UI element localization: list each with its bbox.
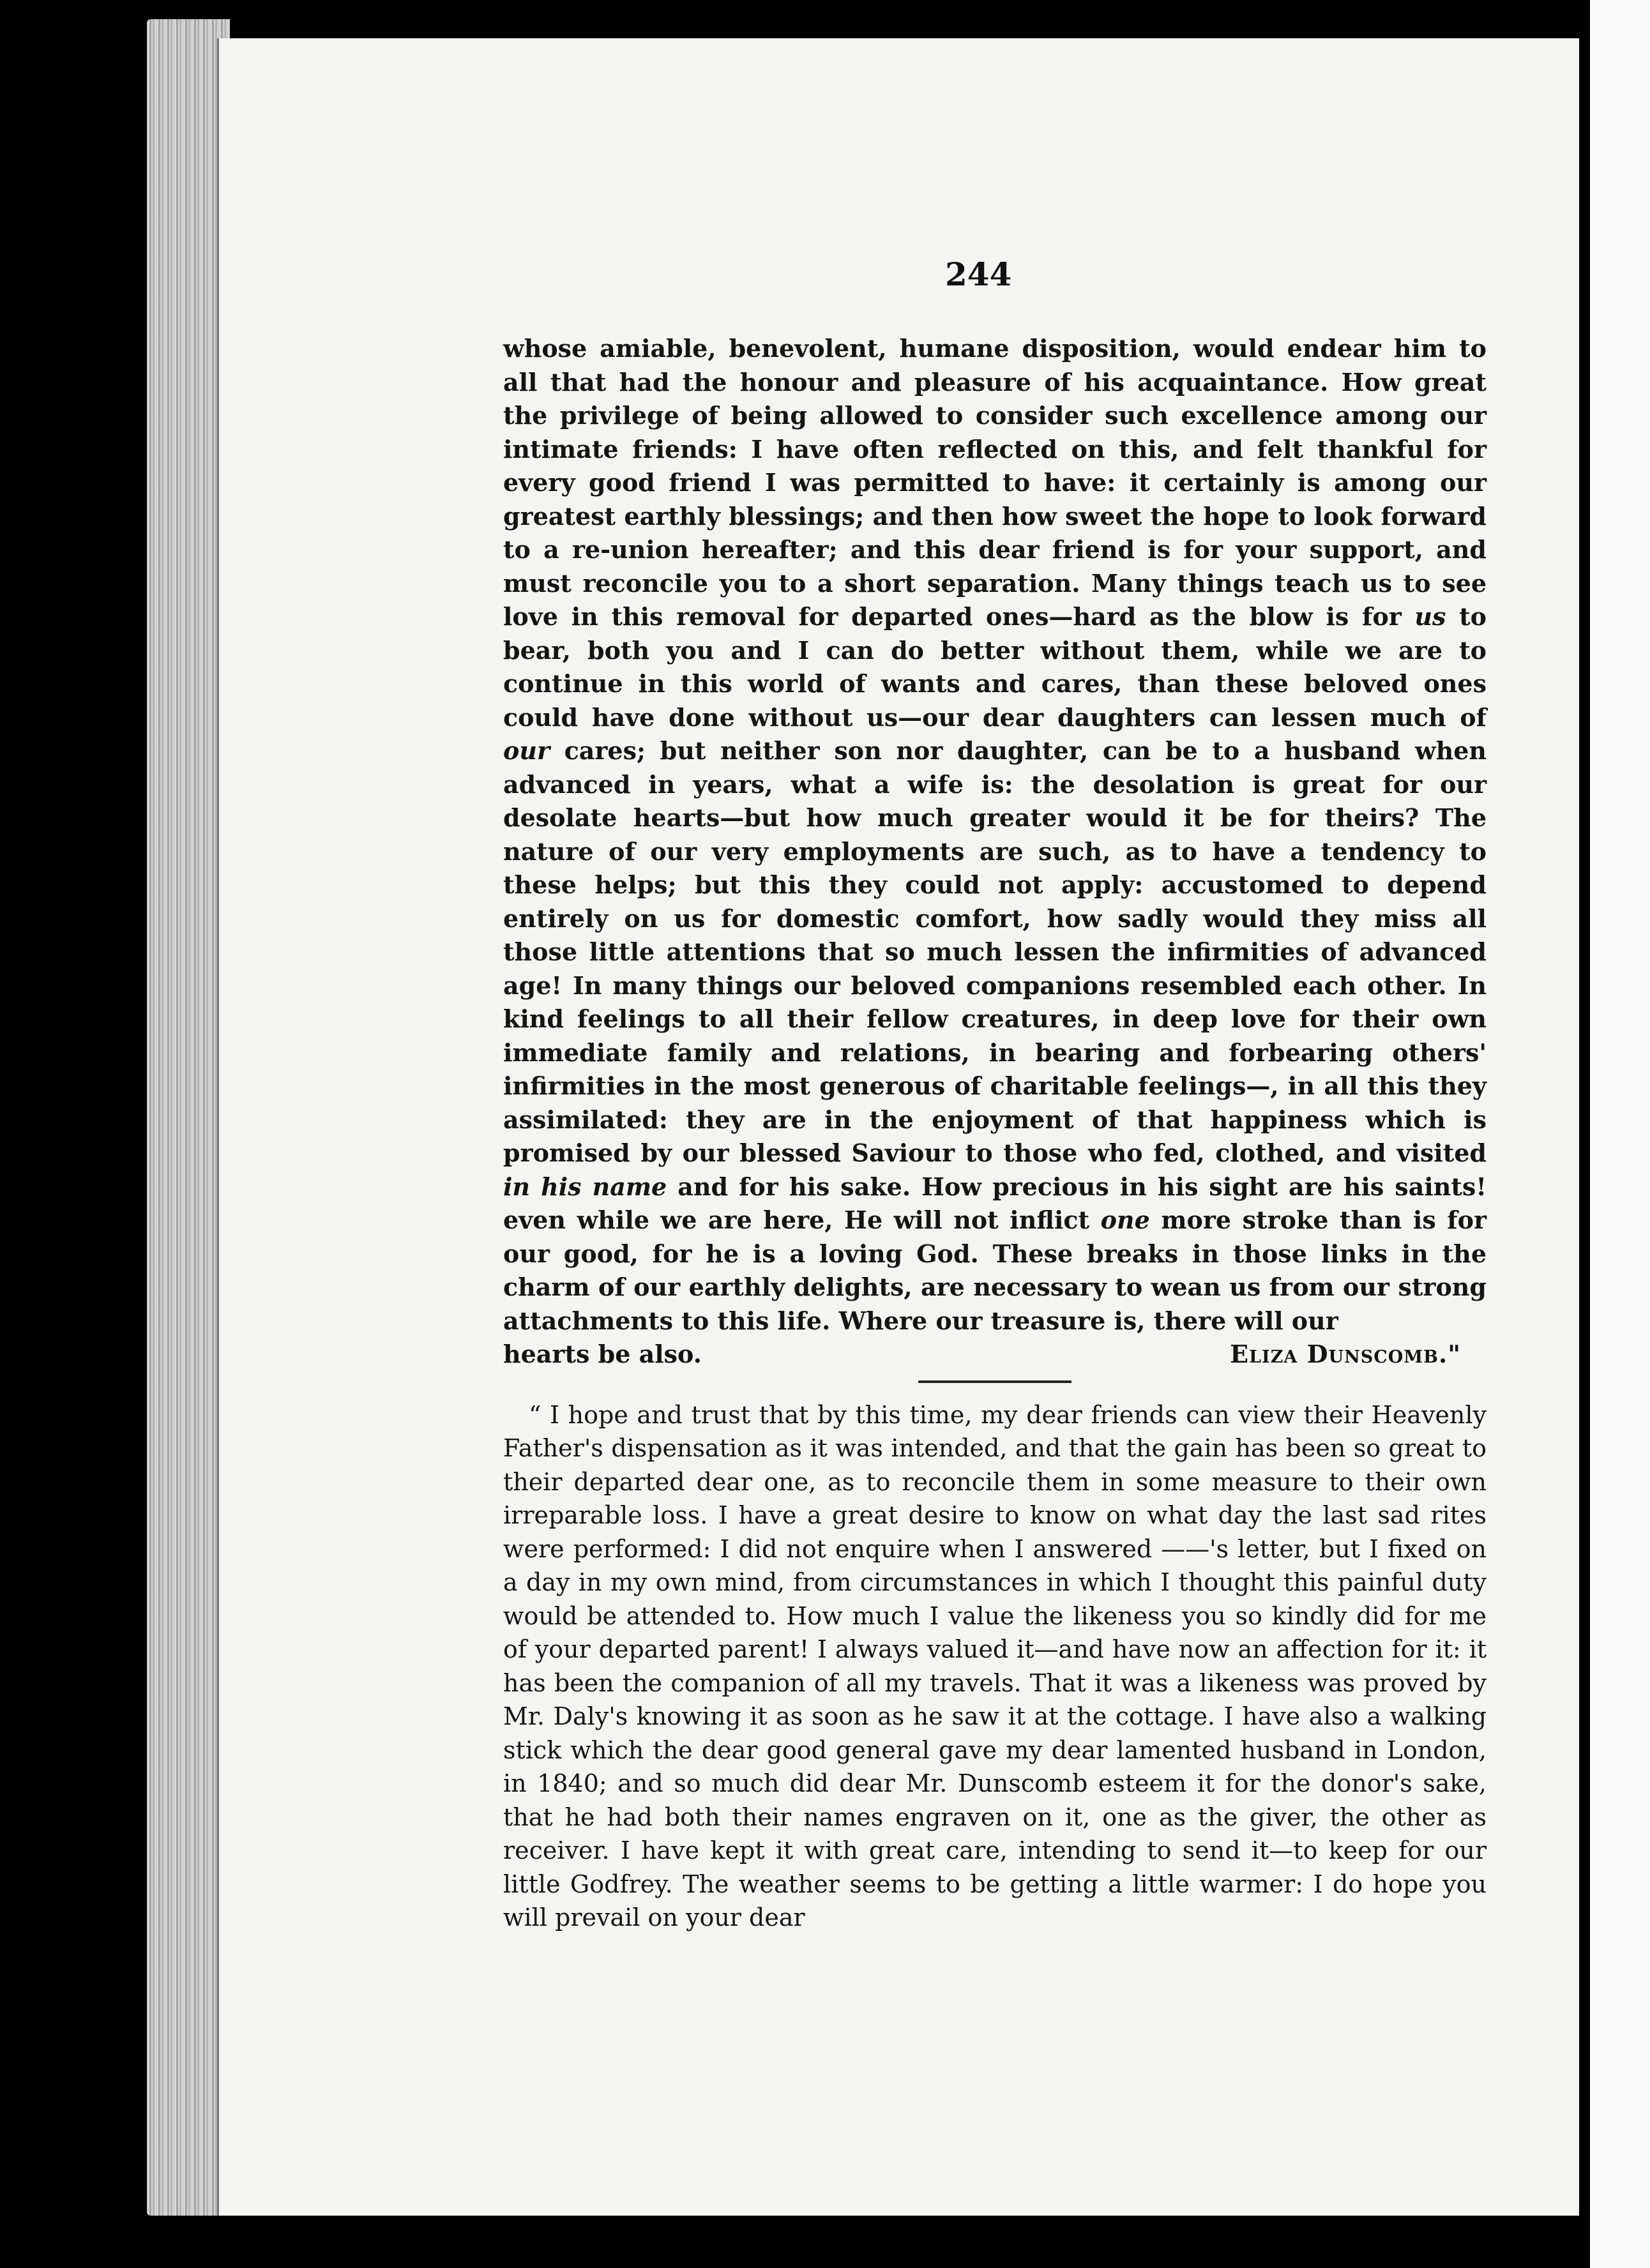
emphasis-our: our — [503, 736, 550, 765]
text-segment: to bear, both you and I can do better without them, while we are to continue in this world of wants and cares, than these beloved ones could have done without us—our dear daughters can lessen much of — [503, 602, 1487, 732]
text-segment: and for his sake. How precious in his sight are his saints! even while we are here, He will not inflict — [503, 1172, 1487, 1234]
binding-shadow — [1581, 38, 1590, 2165]
closing-line — [503, 1338, 1487, 1372]
emphasis-in-his-name: in his name — [503, 1172, 667, 1201]
text-segment: cares; but neither son nor daughter, can be to a husband when advanced in years, what a wife is: the desolation is great for our desolate hearts—but how much greater would it be for theirs? The nature of our very employments are such, as to have a tendency to these helps; but this they could not apply: accustomed to depend entirely on us for domestic comfort, how sadly would they miss all those little attentions that so much lessen the infirmities of advanced age! In many things our beloved companions resembled each other. In kind feelings to all their fellow creatures, in deep love for their own immediate family and relations, in bearing and forbearing others' infirmities in the most generous of charitable feelings—, in all this they assimilated: they are in the enjoyment of that happiness which is promised by our blessed Saviour to those who fed, clothed, and visited — [503, 736, 1487, 1167]
text-segment: more stroke than is for our good, for he is a loving God. These breaks in those links in the charm of our earthly delights, are necessary to wean us from our strong attachments to this life. Where our treasure is, there will our — [503, 1206, 1487, 1335]
page-number: 244 — [945, 255, 1012, 293]
letter-2-body: “ I hope and trust that by this time, my dear friends can view their Heavenly Father's dispensation as it was intended, and that the gain has been so great to their departed dear one, as to reconcile them in some measure to their own irreparable loss. I have a great desire to know on what day the last sad rites were performed: I did not enquire when I answered ——'s letter, but I fixed on a day in my own mind, from circumstances in which I thought this painful duty would be attended to. How much I value the likeness you so kindly did for me of your departed parent! I always valued it—and have now an affection for it: it has been the companion of all my travels. That it was a likeness was proved by Mr. Daly's knowing it as soon as he saw it at the cottage. I have also a walking stick which the dear good general gave my dear lamented husband in London, in 1840; and so much did dear Mr. Dunscomb esteem it for the donor's sake, that he had both their names engraven on it, one as the giver, the other as receiver. I have kept it with great care, intending to send it—to keep for our little Godfrey. The weather seems to be getting a little warmer: I do hope you will prevail on your dear — [503, 1400, 1487, 1932]
right-margin — [1590, 0, 1650, 2268]
emphasis-one: one — [1100, 1206, 1150, 1234]
text-segment: whose amiable, benevolent, humane disposition, would endear him to all that had the honour and pleasure of his acquaintance. How great the privilege of being allowed to consider such excellence among our intimate friends: I have often reflected on this, and felt thankful for every good friend I was permitted to have: it certainly is among our greatest earthly blessings; and then how sweet the hope to look forward to a re-union hereafter; and this dear friend is for your support, and must reconcile you to a short separation. Many things teach us to see love in this removal for departed ones—hard as the blow is for — [503, 334, 1487, 631]
signature: Eliza Dunscomb." — [1230, 1340, 1461, 1368]
text-block — [503, 332, 1487, 1935]
emphasis-us: us — [1414, 602, 1446, 631]
section-divider — [918, 1380, 1071, 1383]
letter-1-body — [503, 332, 1487, 1338]
closing-text: hearts be also. — [503, 1340, 702, 1368]
